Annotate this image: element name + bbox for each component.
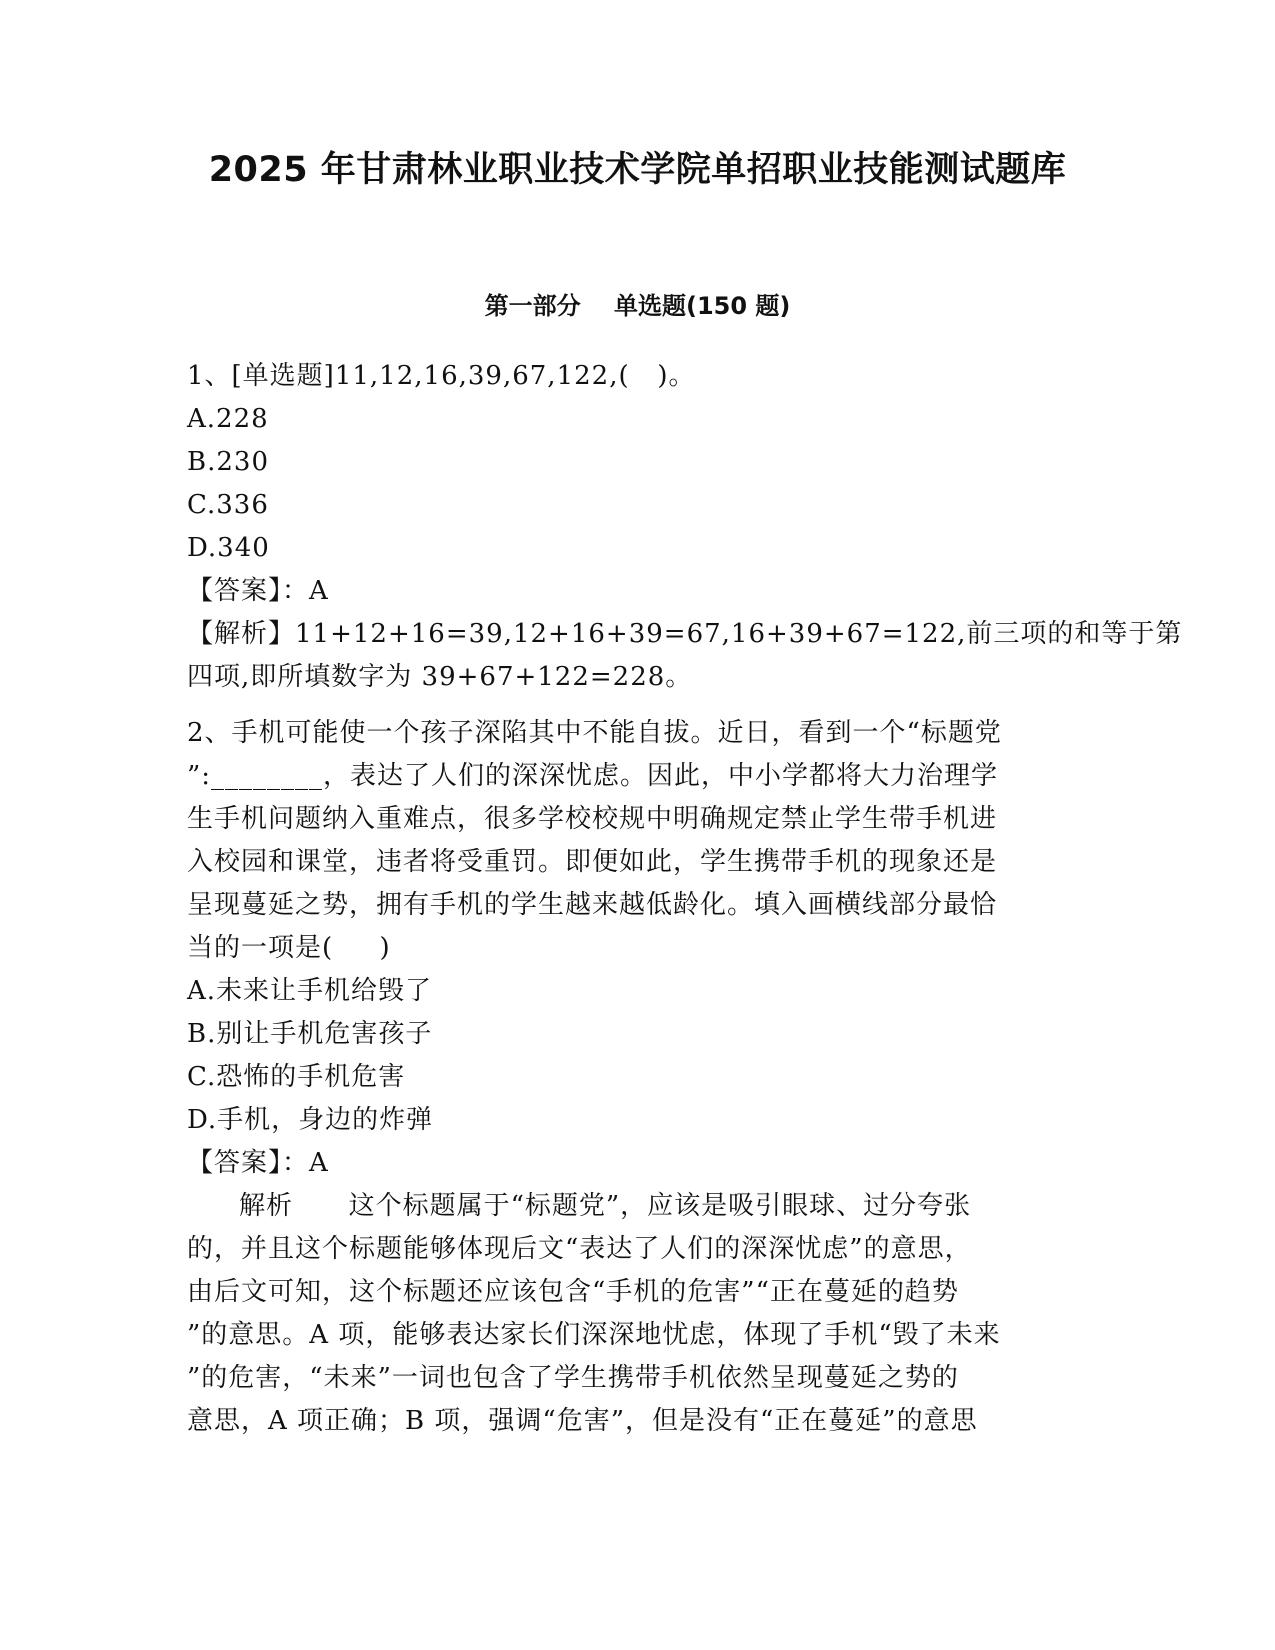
- question-1-option-b: B.230: [187, 447, 269, 477]
- question-2-stem-line: 2、手机可能使一个孩子深陷其中不能自拔。近日，看到一个“标题党: [187, 718, 1002, 748]
- question-1-stem: 1、[单选题]11,12,16,39,67,122,( )。: [187, 361, 696, 391]
- spacer: [187, 699, 1077, 712]
- question-1-option-d: D.340: [187, 533, 270, 563]
- question-2-analysis-line: 意思，A 项正确；B 项，强调“危害”，但是没有“正在蔓延”的意思: [187, 1406, 978, 1436]
- question-2-option-b: B.别让手机危害孩子: [187, 1019, 433, 1049]
- question-2-stem-line: ”:________，表达了人们的深深忧虑。因此，中小学都将大力治理学: [187, 761, 999, 791]
- question-2-option-d: D.手机，身边的炸弹: [187, 1105, 434, 1135]
- question-1-answer: 【答案】：A: [187, 576, 329, 606]
- question-2-answer: 【答案】：A: [187, 1148, 329, 1178]
- document-body: [187, 355, 1183, 1443]
- question-2-analysis-line: 由后文可知，这个标题还应该包含“手机的危害”“正在蔓延的趋势: [187, 1277, 959, 1307]
- question-2-stem-line: 当的一项是( ): [187, 933, 391, 963]
- question-2-analysis-line: 的，并且这个标题能够体现后文“表达了人们的深深忧虑”的意思，: [187, 1234, 972, 1264]
- question-2-stem-line: 呈现蔓延之势，拥有手机的学生越来越低龄化。填入画横线部分最恰: [187, 890, 998, 920]
- question-2-analysis-line: ”的意思。A 项，能够表达家长们深深地忧虑，体现了手机“毁了未来: [187, 1320, 1001, 1350]
- question-2-analysis-line: ”的危害，“未来”一词也包含了学生携带手机依然呈现蔓延之势的: [187, 1363, 959, 1393]
- question-1-option-c: C.336: [187, 490, 269, 520]
- question-2-stem-line: 生手机问题纳入重难点，很多学校校规中明确规定禁止学生带手机进: [187, 804, 998, 834]
- document-title: 2025 年甘肃林业职业技术学院单招职业技能测试题库: [208, 150, 1067, 190]
- question-2-option-a: A.未来让手机给毁了: [187, 976, 433, 1006]
- question-1-analysis-line: 【解析】11+12+16=39,12+16+39=67,16+39+67=122,前三项的和等于第: [187, 619, 1183, 649]
- section-title: 第一部分 单选题(150 题): [484, 292, 791, 320]
- question-2-stem-line: 入校园和课堂，违者将受重罚。即便如此，学生携带手机的现象还是: [187, 847, 998, 877]
- question-1-option-a: A.228: [187, 404, 269, 434]
- question-2: [187, 712, 1077, 1443]
- question-1-analysis-line: 四项,即所填数字为 39+67+122=228。: [187, 662, 693, 692]
- question-1: [187, 355, 1183, 699]
- question-2-analysis-line: 解析 这个标题属于“标题党”，应该是吸引眼球、过分夸张: [239, 1191, 972, 1221]
- question-2-option-c: C.恐怖的手机危害: [187, 1062, 406, 1092]
